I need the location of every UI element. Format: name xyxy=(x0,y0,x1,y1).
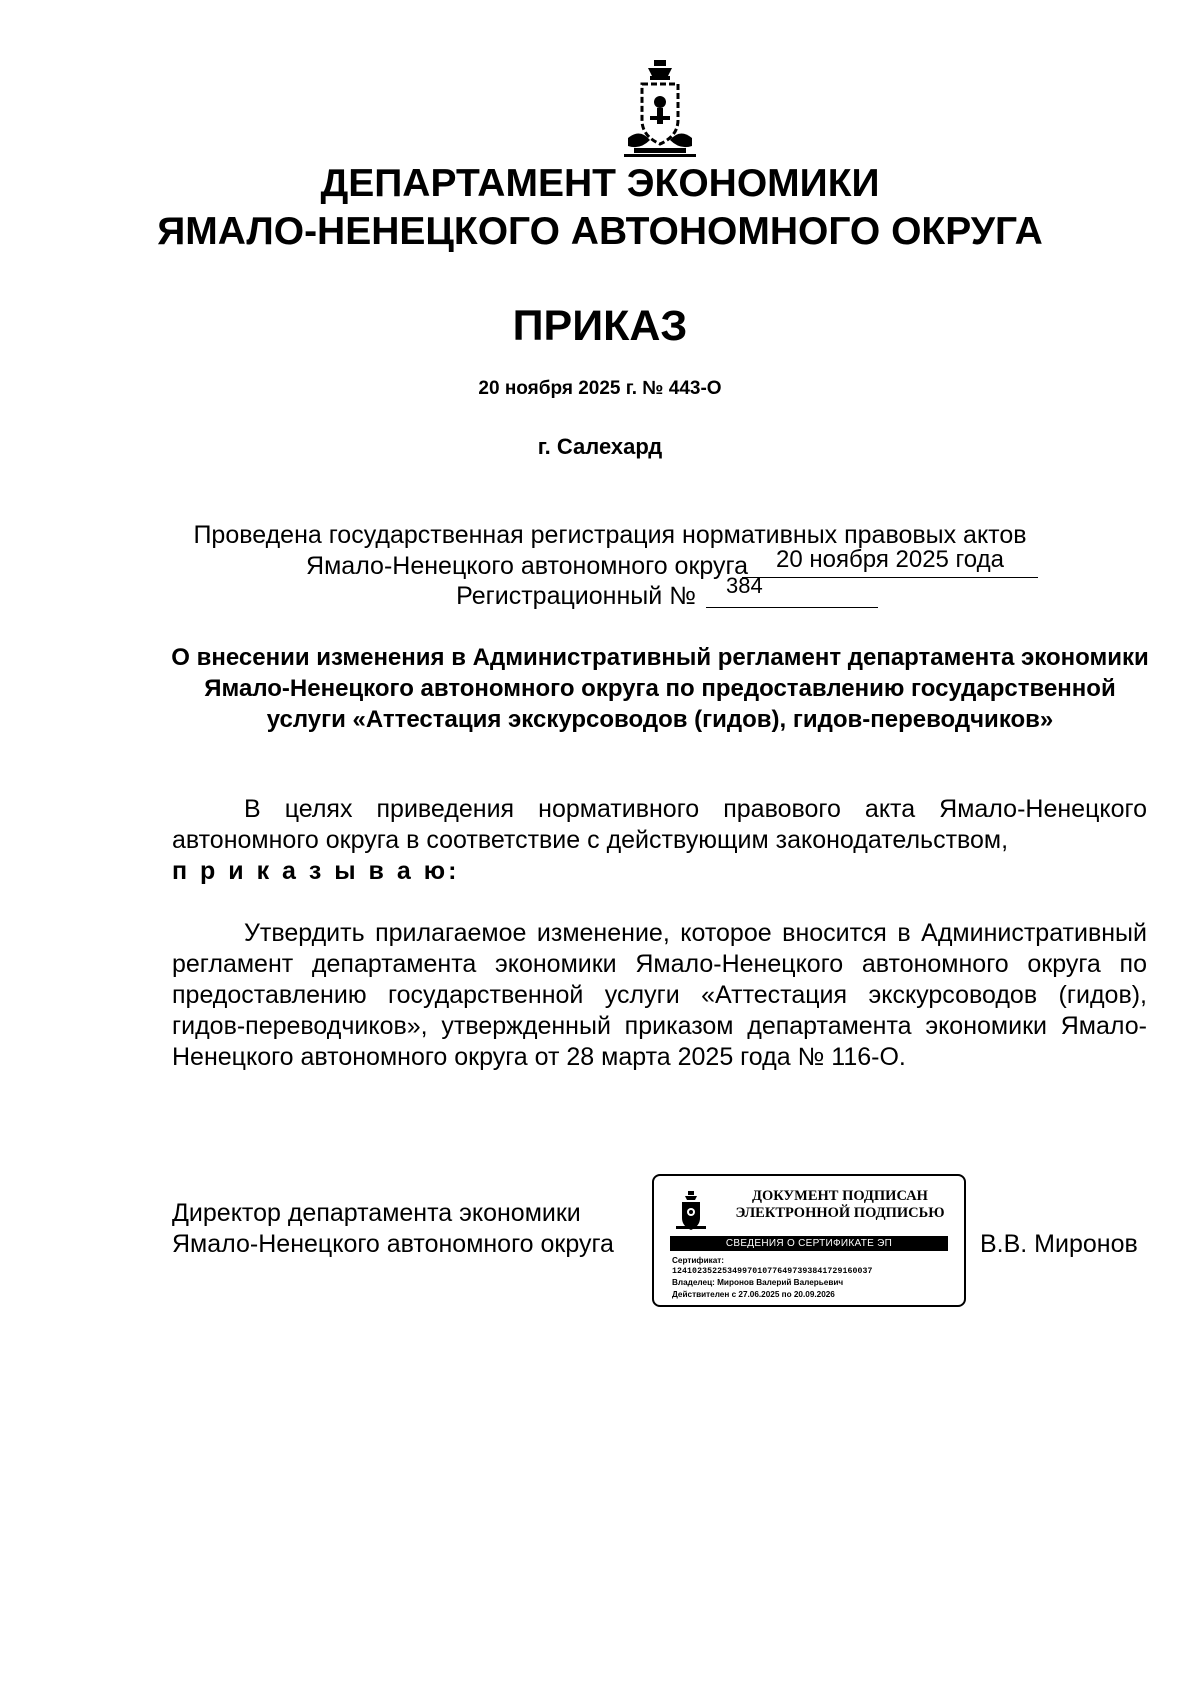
signer-name: В.В. Миронов xyxy=(980,1230,1138,1258)
coat-of-arms-small-icon xyxy=(674,1190,708,1232)
department-title-line1: ДЕПАРТАМЕНТ ЭКОНОМИКИ xyxy=(320,162,880,205)
stamp-certificate-label: Сертификат: xyxy=(672,1256,724,1265)
electronic-signature-stamp xyxy=(652,1174,966,1307)
registration-line1: Проведена государственная регистрация нормативных правовых актов xyxy=(193,521,1027,549)
order-word: п р и к а з ы в а ю: xyxy=(172,857,460,885)
registration-region-label: Ямало-Ненецкого автономного округа xyxy=(306,552,748,580)
paragraph-purpose: В целях приведения нормативного правового акта Ямало-Ненецкого автономного округа в соответствие с действующим законодательством, xyxy=(172,795,1147,854)
registration-number-underline xyxy=(706,607,878,608)
department-title-line2: ЯМАЛО-НЕНЕЦКОГО АВТОНОМНОГО ОКРУГА xyxy=(157,210,1043,253)
signer-position-line1: Директор департамента экономики xyxy=(172,1199,581,1227)
stamp-certificate-bar: СВЕДЕНИЯ О СЕРТИФИКАТЕ ЭП xyxy=(670,1236,948,1251)
stamp-owner: Владелец: Миронов Валерий Валерьевич xyxy=(672,1278,844,1287)
registration-number: 384 xyxy=(726,573,763,598)
stamp-title-line2: ЭЛЕКТРОННОЙ ПОДПИСЬЮ xyxy=(735,1205,945,1221)
order-date-number: 20 ноября 2025 г. № 443-О xyxy=(478,378,722,399)
city: г. Салехард xyxy=(537,434,663,459)
registration-date-underline xyxy=(742,577,1038,578)
stamp-title-line1: ДОКУМЕНТ ПОДПИСАН xyxy=(752,1188,928,1204)
stamp-validity: Действителен с 27.06.2025 по 20.09.2026 xyxy=(672,1290,835,1299)
registration-date: 20 ноября 2025 года xyxy=(776,546,1004,573)
stamp-certificate-value: 1241023522534997010776497393841729160037 xyxy=(672,1267,873,1276)
paragraph-order: Утвердить прилагаемое изменение, которое вносится в Административный регламент департамента экономики Ямало-Ненецкого автономного округа по предоставлению государственной услуги «Аттестация экскурсоводов (гидов), гидов-переводчиков», утвержденный приказом департамента экономики Ямало-Ненецкого автономного округа от 28 марта 2025 года № 116-О. xyxy=(172,919,1147,1071)
signer-position-line2: Ямало-Ненецкого автономного округа xyxy=(172,1230,614,1258)
registration-number-label: Регистрационный № xyxy=(456,582,696,610)
document-heading: О внесении изменения в Административный регламент департамента экономики Ямало-Ненецкого автономного округа по предоставлению государственной услуги «Аттестация экскурсоводов (гидов), гидов-переводчиков» xyxy=(171,644,1149,733)
coat-of-arms-icon xyxy=(620,58,700,158)
document-type: ПРИКАЗ xyxy=(512,302,688,350)
